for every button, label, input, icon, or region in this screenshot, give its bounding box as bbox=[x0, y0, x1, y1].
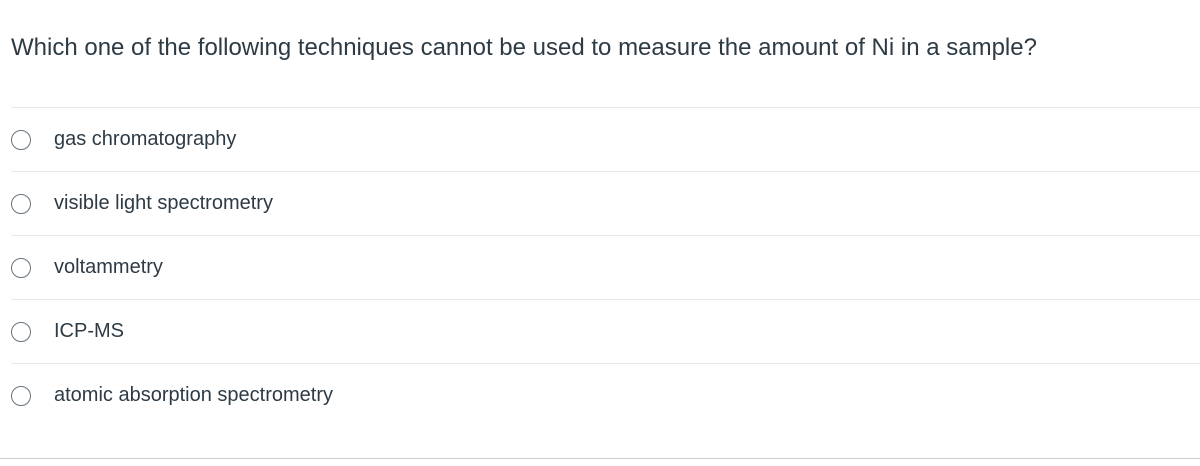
question-text: Which one of the following techniques cannot be used to measure the amount of Ni in a sample? bbox=[11, 34, 1037, 61]
radio-button[interactable] bbox=[11, 258, 31, 278]
answer-option-icp-ms[interactable] bbox=[11, 300, 1200, 364]
answer-label: atomic absorption spectrometry bbox=[54, 384, 334, 406]
radio-button[interactable] bbox=[11, 130, 31, 150]
answer-list bbox=[11, 107, 1200, 427]
radio-button[interactable] bbox=[11, 386, 31, 406]
answer-label: voltammetry bbox=[54, 256, 163, 278]
answer-label: gas chromatography bbox=[54, 128, 237, 150]
answer-option-gas-chromatography[interactable] bbox=[11, 108, 1200, 172]
answer-label: ICP-MS bbox=[54, 320, 124, 342]
answer-option-visible-light-spectrometry[interactable] bbox=[11, 172, 1200, 236]
radio-button[interactable] bbox=[11, 194, 31, 214]
answer-label: visible light spectrometry bbox=[54, 192, 273, 214]
radio-button[interactable] bbox=[11, 322, 31, 342]
answer-option-voltammetry[interactable] bbox=[11, 236, 1200, 300]
answer-option-atomic-absorption-spectrometry[interactable] bbox=[11, 364, 1200, 427]
bottom-divider bbox=[0, 458, 1200, 459]
